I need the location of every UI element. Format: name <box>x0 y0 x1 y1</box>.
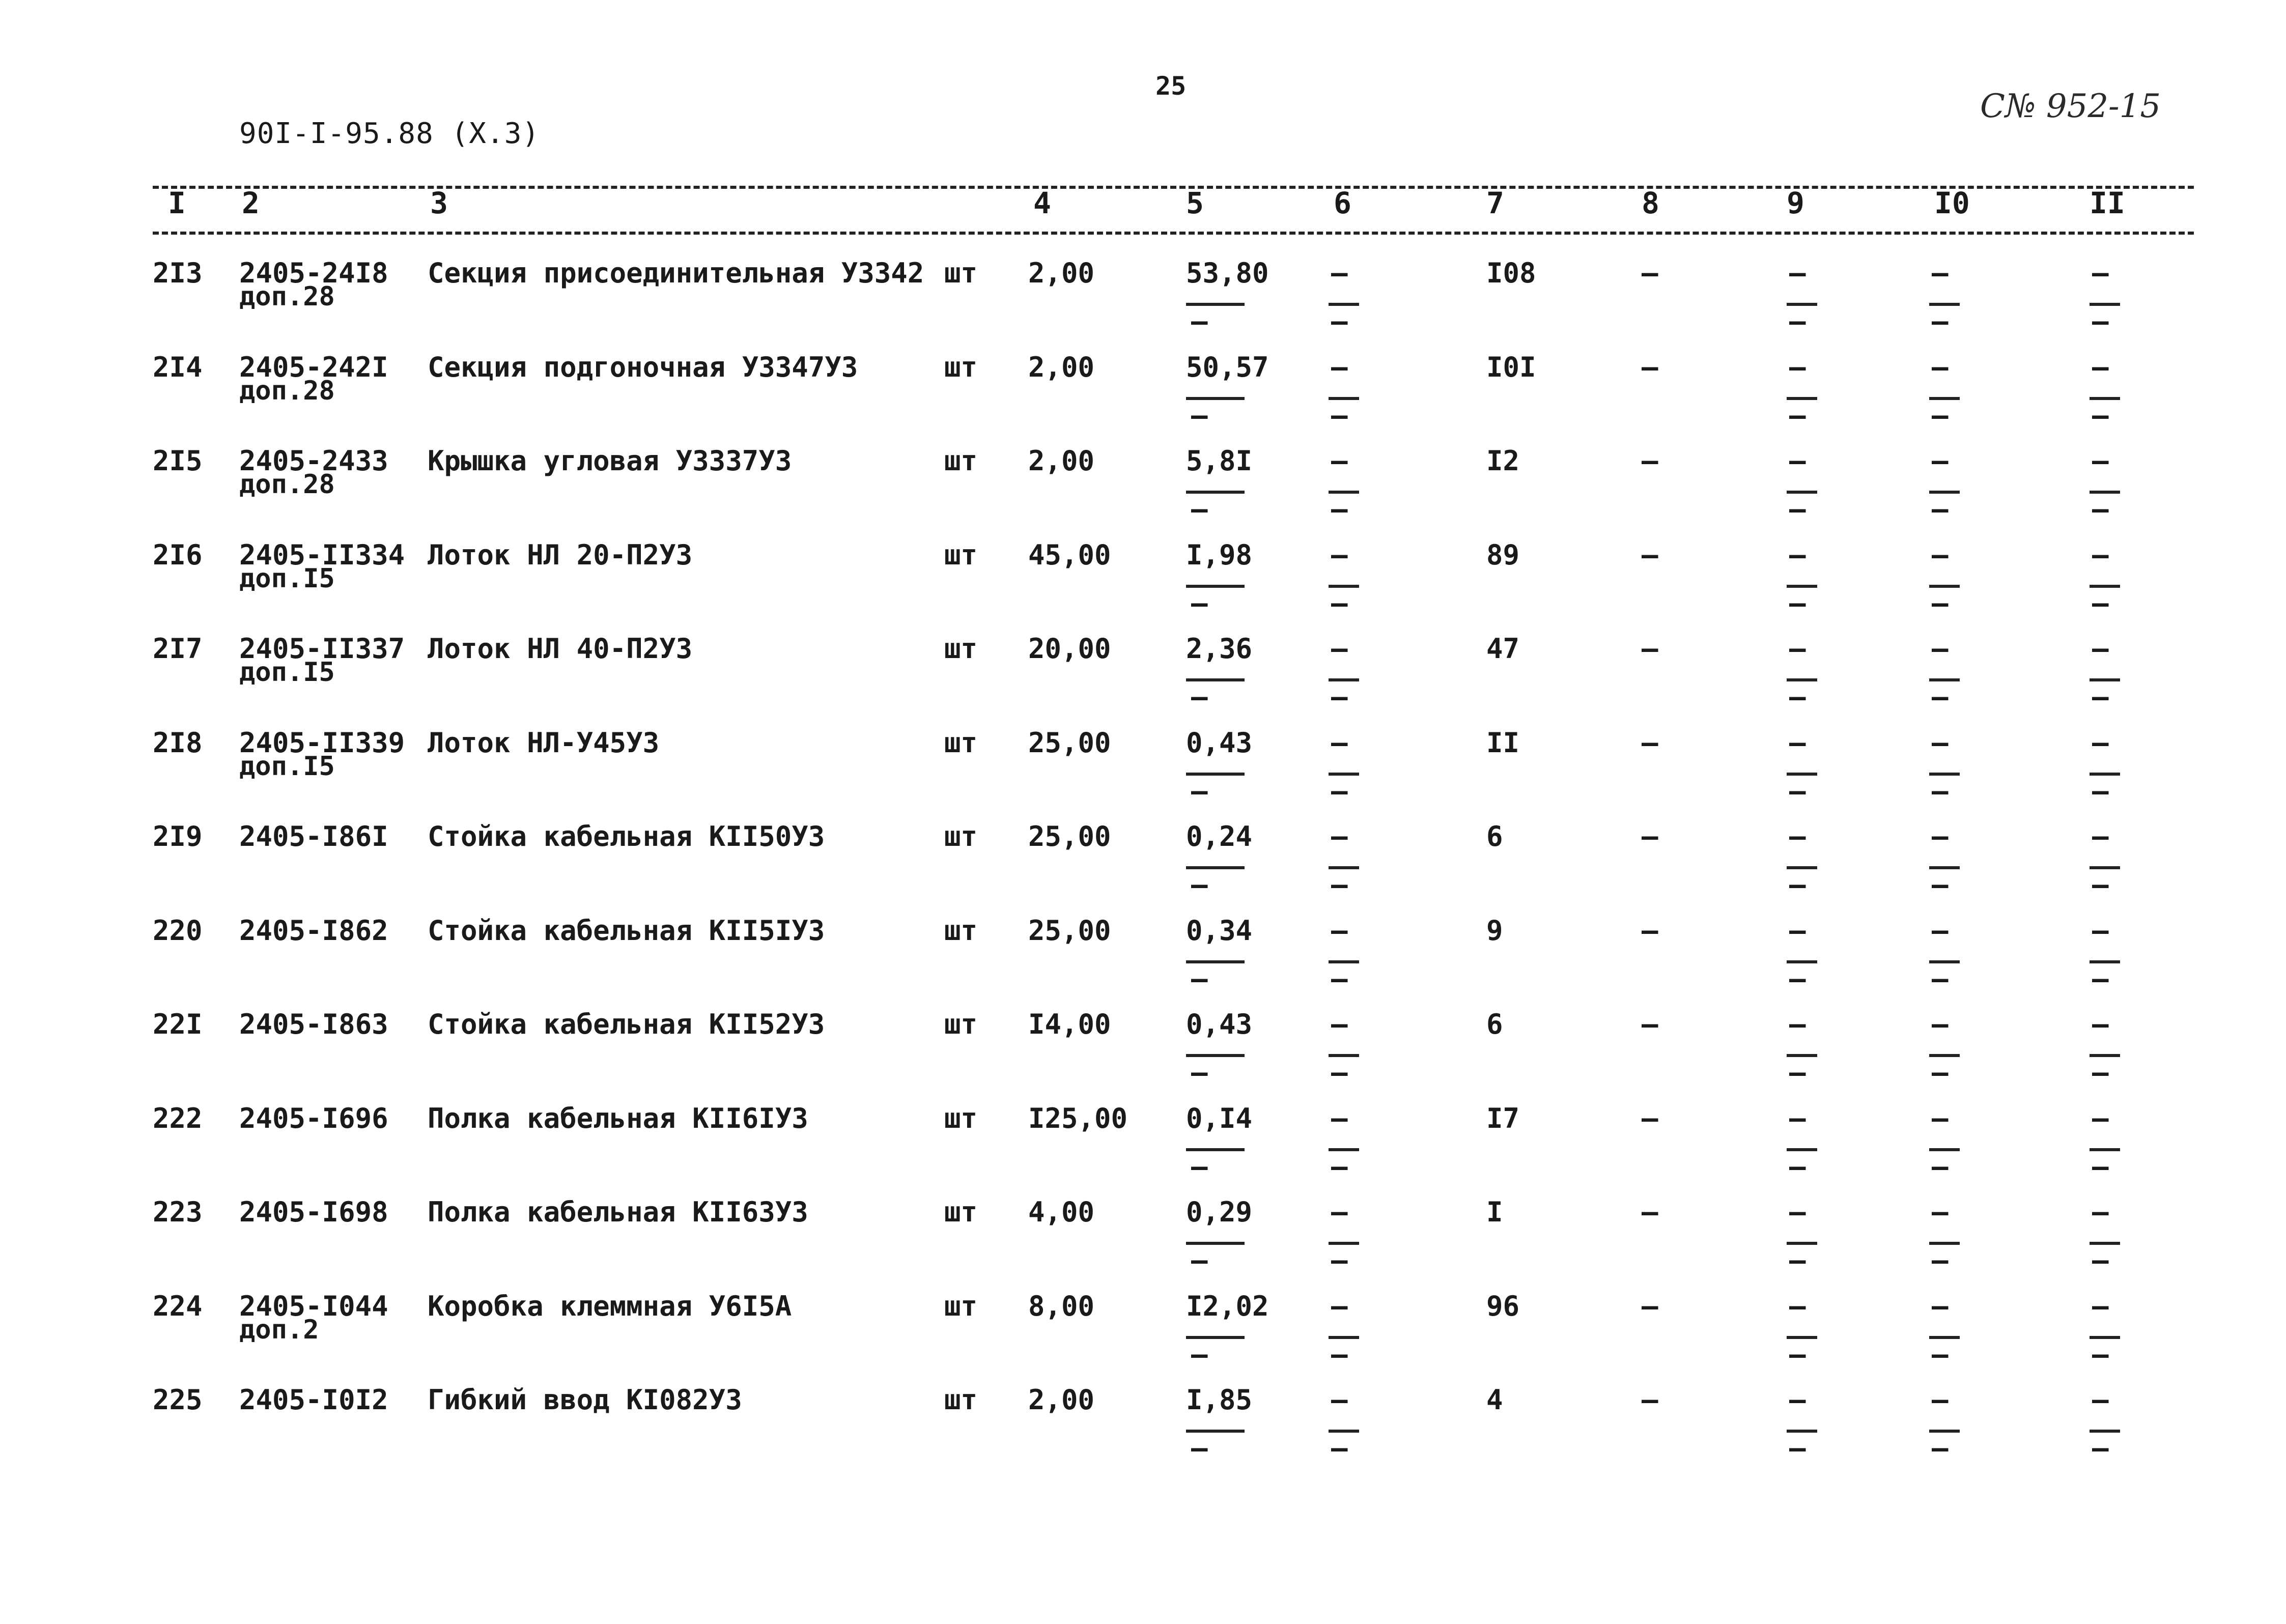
col8-dash: – <box>1642 1196 1658 1228</box>
quantity: 2,00 <box>1028 445 1095 477</box>
column-dash: – <box>1932 1196 1949 1228</box>
item-name: Стойка кабельная КII52У3 <box>428 1008 825 1040</box>
header-top-rule <box>153 186 2194 189</box>
column-dash: – <box>2092 305 2109 337</box>
item-code: 2405-I86I <box>239 820 388 852</box>
col6-dash: – <box>1331 963 1348 995</box>
column-dash: – <box>1932 1244 1949 1276</box>
column-dash: – <box>2092 1196 2109 1228</box>
column-dash: – <box>1789 1151 1806 1183</box>
quantity: 20,00 <box>1028 633 1111 665</box>
column-dash: – <box>1932 681 1949 713</box>
col6-dash: – <box>1331 1338 1348 1371</box>
item-name: Стойка кабельная КII50У3 <box>428 820 825 852</box>
column-dash: – <box>2092 1008 2109 1040</box>
column-dash: – <box>1932 1008 1949 1040</box>
column-dash: – <box>1932 775 1949 807</box>
column-dash: – <box>2092 1057 2109 1089</box>
fraction-dash: – <box>1191 1057 1208 1089</box>
column-dash: – <box>2092 1432 2109 1464</box>
unit: шт <box>944 1196 978 1228</box>
column-dash: – <box>1789 727 1806 759</box>
fraction-dash: – <box>1191 400 1208 432</box>
quantity: 2,00 <box>1028 257 1095 289</box>
col6-dash: – <box>1331 493 1348 525</box>
item-name: Лоток НЛ 20-П2У3 <box>428 539 693 571</box>
col8-dash: – <box>1642 1008 1658 1040</box>
column-header: 9 <box>1787 186 1804 220</box>
col6-dash: – <box>1331 727 1348 759</box>
col6-dash: – <box>1331 1290 1348 1322</box>
item-code: 2405-242I <box>239 351 388 383</box>
column-dash: – <box>1789 869 1806 901</box>
row-number: 222 <box>153 1102 203 1134</box>
column-dash: – <box>2092 445 2109 477</box>
total-mass: 47 <box>1486 633 1520 665</box>
total-mass: 4 <box>1486 1384 1503 1416</box>
item-code: 2405-I698 <box>239 1196 388 1228</box>
item-name: Лоток НЛ-У45У3 <box>428 727 660 759</box>
row-number: 2I3 <box>153 257 203 289</box>
item-code: 2405-I863 <box>239 1008 388 1040</box>
column-header: 2 <box>242 186 260 220</box>
column-dash: – <box>2092 820 2109 852</box>
col8-dash: – <box>1642 820 1658 852</box>
column-dash: – <box>1789 820 1806 852</box>
quantity: 4,00 <box>1028 1196 1095 1228</box>
row-number: 225 <box>153 1384 203 1416</box>
total-mass: 6 <box>1486 1008 1503 1040</box>
row-number: 224 <box>153 1290 203 1322</box>
col8-dash: – <box>1642 633 1658 665</box>
column-dash: – <box>1789 681 1806 713</box>
quantity: 25,00 <box>1028 820 1111 852</box>
unit: шт <box>944 1384 978 1416</box>
column-dash: – <box>1932 1432 1949 1464</box>
column-dash: – <box>1789 1008 1806 1040</box>
column-dash: – <box>1932 869 1949 901</box>
column-dash: – <box>1932 445 1949 477</box>
column-dash: – <box>1789 587 1806 619</box>
column-dash: – <box>1789 493 1806 525</box>
col8-dash: – <box>1642 445 1658 477</box>
quantity: I4,00 <box>1028 1008 1111 1040</box>
unit-mass: I,98 <box>1186 539 1253 571</box>
unit: шт <box>944 915 978 947</box>
row-number: 2I6 <box>153 539 203 571</box>
column-dash: – <box>2092 633 2109 665</box>
column-dash: – <box>2092 539 2109 571</box>
column-dash: – <box>1932 400 1949 432</box>
row-number: 2I5 <box>153 445 203 477</box>
column-dash: – <box>2092 1151 2109 1183</box>
item-code: 2405-II339 <box>239 727 405 759</box>
unit-mass: 0,43 <box>1186 727 1253 759</box>
unit: шт <box>944 257 978 289</box>
column-dash: – <box>1932 305 1949 337</box>
fraction-dash: – <box>1191 493 1208 525</box>
fraction-dash: – <box>1191 1432 1208 1464</box>
column-dash: – <box>1789 400 1806 432</box>
column-dash: – <box>1789 1102 1806 1134</box>
fraction-dash: – <box>1191 1244 1208 1276</box>
column-dash: – <box>1932 351 1949 383</box>
column-dash: – <box>1789 1196 1806 1228</box>
item-code-supplement: доп.28 <box>239 376 335 406</box>
column-dash: – <box>1932 257 1949 289</box>
column-dash: – <box>1789 963 1806 995</box>
column-dash: – <box>1932 633 1949 665</box>
fraction-dash: – <box>1191 1151 1208 1183</box>
col6-dash: – <box>1331 1151 1348 1183</box>
unit-mass: 0,43 <box>1186 1008 1253 1040</box>
column-dash: – <box>2092 351 2109 383</box>
item-name: Стойка кабельная КII5IУ3 <box>428 915 825 947</box>
quantity: I25,00 <box>1028 1102 1128 1134</box>
item-name: Полка кабельная КII6IУ3 <box>428 1102 808 1134</box>
col6-dash: – <box>1331 351 1348 383</box>
item-code: 2405-I696 <box>239 1102 388 1134</box>
column-dash: – <box>2092 1244 2109 1276</box>
col6-dash: – <box>1331 1196 1348 1228</box>
column-header: 6 <box>1334 186 1351 220</box>
handwritten-reference: С№ 952-15 <box>1980 88 2161 125</box>
col6-dash: – <box>1331 1384 1348 1416</box>
col8-dash: – <box>1642 257 1658 289</box>
column-dash: – <box>1789 305 1806 337</box>
column-dash: – <box>2092 869 2109 901</box>
item-code-supplement: доп.I5 <box>239 751 335 782</box>
column-dash: – <box>2092 493 2109 525</box>
item-name: Секция присоединительная У3342 <box>428 257 924 289</box>
unit-mass: 0,29 <box>1186 1196 1253 1228</box>
unit-mass: I,85 <box>1186 1384 1253 1416</box>
col8-dash: – <box>1642 1290 1658 1322</box>
item-code: 2405-II337 <box>239 633 405 665</box>
item-name: Секция подгоночная У3347У3 <box>428 351 858 383</box>
column-dash: – <box>1789 539 1806 571</box>
unit-mass: 2,36 <box>1186 633 1253 665</box>
unit: шт <box>944 445 978 477</box>
col6-dash: – <box>1331 1057 1348 1089</box>
column-dash: – <box>2092 915 2109 947</box>
column-dash: – <box>1789 1290 1806 1322</box>
col6-dash: – <box>1331 775 1348 807</box>
item-code-supplement: доп.I5 <box>239 657 335 688</box>
item-code: 2405-I044 <box>239 1290 388 1322</box>
column-dash: – <box>2092 1384 2109 1416</box>
col6-dash: – <box>1331 587 1348 619</box>
col8-dash: – <box>1642 539 1658 571</box>
fraction-dash: – <box>1191 775 1208 807</box>
col8-dash: – <box>1642 351 1658 383</box>
row-number: 2I9 <box>153 820 203 852</box>
column-dash: – <box>1932 1290 1949 1322</box>
item-code-supplement: доп.I5 <box>239 563 335 594</box>
column-header: 3 <box>430 186 448 220</box>
column-dash: – <box>2092 1338 2109 1371</box>
unit: шт <box>944 1008 978 1040</box>
column-dash: – <box>1932 915 1949 947</box>
row-number: 22I <box>153 1008 203 1040</box>
item-name: Коробка клеммная У6I5А <box>428 1290 792 1322</box>
total-mass: I2 <box>1486 445 1520 477</box>
unit-mass: 50,57 <box>1186 351 1269 383</box>
unit-mass: 0,24 <box>1186 820 1253 852</box>
row-number: 2I7 <box>153 633 203 665</box>
row-number: 2I4 <box>153 351 203 383</box>
column-dash: – <box>2092 681 2109 713</box>
column-dash: – <box>1932 1338 1949 1371</box>
total-mass: 89 <box>1486 539 1520 571</box>
row-number: 223 <box>153 1196 203 1228</box>
row-number: 2I8 <box>153 727 203 759</box>
column-dash: – <box>1789 1432 1806 1464</box>
col6-dash: – <box>1331 915 1348 947</box>
column-dash: – <box>1789 1384 1806 1416</box>
page-number: 25 <box>1155 71 1187 101</box>
column-header: I0 <box>1934 186 1970 220</box>
col8-dash: – <box>1642 727 1658 759</box>
col6-dash: – <box>1331 257 1348 289</box>
row-number: 220 <box>153 915 203 947</box>
col6-dash: – <box>1331 820 1348 852</box>
column-dash: – <box>1932 493 1949 525</box>
col6-dash: – <box>1331 633 1348 665</box>
column-dash: – <box>1932 1057 1949 1089</box>
unit: шт <box>944 820 978 852</box>
column-dash: – <box>1932 820 1949 852</box>
column-header: 7 <box>1486 186 1504 220</box>
quantity: 2,00 <box>1028 1384 1095 1416</box>
fraction-dash: – <box>1191 869 1208 901</box>
column-dash: – <box>1932 587 1949 619</box>
col6-dash: – <box>1331 681 1348 713</box>
col6-dash: – <box>1331 1244 1348 1276</box>
total-mass: 96 <box>1486 1290 1520 1322</box>
column-dash: – <box>2092 963 2109 995</box>
column-dash: – <box>2092 1290 2109 1322</box>
column-dash: – <box>2092 1102 2109 1134</box>
unit-mass: 0,I4 <box>1186 1102 1253 1134</box>
total-mass: I08 <box>1486 257 1536 289</box>
item-name: Гибкий ввод КI082У3 <box>428 1384 742 1416</box>
unit-mass: I2,02 <box>1186 1290 1269 1322</box>
column-dash: – <box>1789 1338 1806 1371</box>
document-code: 90I-I-95.88 (X.3) <box>239 117 540 150</box>
column-dash: – <box>1789 1057 1806 1089</box>
item-name: Крышка угловая У3337У3 <box>428 445 792 477</box>
column-dash: – <box>1789 915 1806 947</box>
col6-dash: – <box>1331 305 1348 337</box>
column-dash: – <box>1932 1102 1949 1134</box>
column-dash: – <box>2092 727 2109 759</box>
item-code-supplement: доп.2 <box>239 1315 319 1345</box>
header-bottom-rule <box>153 232 2194 235</box>
col6-dash: – <box>1331 400 1348 432</box>
unit: шт <box>944 1290 978 1322</box>
unit: шт <box>944 1102 978 1134</box>
column-dash: – <box>2092 400 2109 432</box>
unit: шт <box>944 351 978 383</box>
unit: шт <box>944 539 978 571</box>
unit: шт <box>944 633 978 665</box>
total-mass: I <box>1486 1196 1503 1228</box>
column-dash: – <box>1932 1384 1949 1416</box>
item-code: 2405-I0I2 <box>239 1384 388 1416</box>
fraction-dash: – <box>1191 681 1208 713</box>
column-header: 4 <box>1033 186 1051 220</box>
column-dash: – <box>2092 587 2109 619</box>
quantity: 25,00 <box>1028 915 1111 947</box>
col6-dash: – <box>1331 1432 1348 1464</box>
quantity: 45,00 <box>1028 539 1111 571</box>
col8-dash: – <box>1642 1384 1658 1416</box>
fraction-dash: – <box>1191 963 1208 995</box>
item-name: Лоток НЛ 40-П2У3 <box>428 633 693 665</box>
column-dash: – <box>1789 633 1806 665</box>
quantity: 2,00 <box>1028 351 1095 383</box>
col6-dash: – <box>1331 1008 1348 1040</box>
column-header: 5 <box>1186 186 1204 220</box>
item-code: 2405-24I8 <box>239 257 388 289</box>
total-mass: 9 <box>1486 915 1503 947</box>
fraction-dash: – <box>1191 305 1208 337</box>
col8-dash: – <box>1642 1102 1658 1134</box>
item-name: Полка кабельная КII63У3 <box>428 1196 808 1228</box>
unit-mass: 0,34 <box>1186 915 1253 947</box>
fraction-dash: – <box>1191 587 1208 619</box>
col6-dash: – <box>1331 539 1348 571</box>
item-code: 2405-I862 <box>239 915 388 947</box>
column-header: 8 <box>1642 186 1659 220</box>
unit-mass: 53,80 <box>1186 257 1269 289</box>
quantity: 8,00 <box>1028 1290 1095 1322</box>
quantity: 25,00 <box>1028 727 1111 759</box>
col8-dash: – <box>1642 915 1658 947</box>
col6-dash: – <box>1331 1102 1348 1134</box>
column-dash: – <box>1789 445 1806 477</box>
column-header: II <box>2090 186 2125 220</box>
column-dash: – <box>1789 351 1806 383</box>
column-dash: – <box>2092 257 2109 289</box>
total-mass: I0I <box>1486 351 1536 383</box>
column-dash: – <box>1932 963 1949 995</box>
column-dash: – <box>1789 775 1806 807</box>
column-dash: – <box>2092 775 2109 807</box>
item-code: 2405-2433 <box>239 445 388 477</box>
unit-mass: 5,8I <box>1186 445 1253 477</box>
total-mass: 6 <box>1486 820 1503 852</box>
item-code-supplement: доп.28 <box>239 469 335 500</box>
column-dash: – <box>1932 1151 1949 1183</box>
col6-dash: – <box>1331 869 1348 901</box>
unit: шт <box>944 727 978 759</box>
fraction-dash: – <box>1191 1338 1208 1371</box>
item-code-supplement: доп.28 <box>239 281 335 312</box>
col6-dash: – <box>1331 445 1348 477</box>
column-dash: – <box>1932 539 1949 571</box>
column-dash: – <box>1932 727 1949 759</box>
column-header: I <box>168 186 186 220</box>
column-dash: – <box>1789 1244 1806 1276</box>
item-code: 2405-II334 <box>239 539 405 571</box>
column-dash: – <box>1789 257 1806 289</box>
total-mass: II <box>1486 727 1520 759</box>
total-mass: I7 <box>1486 1102 1520 1134</box>
